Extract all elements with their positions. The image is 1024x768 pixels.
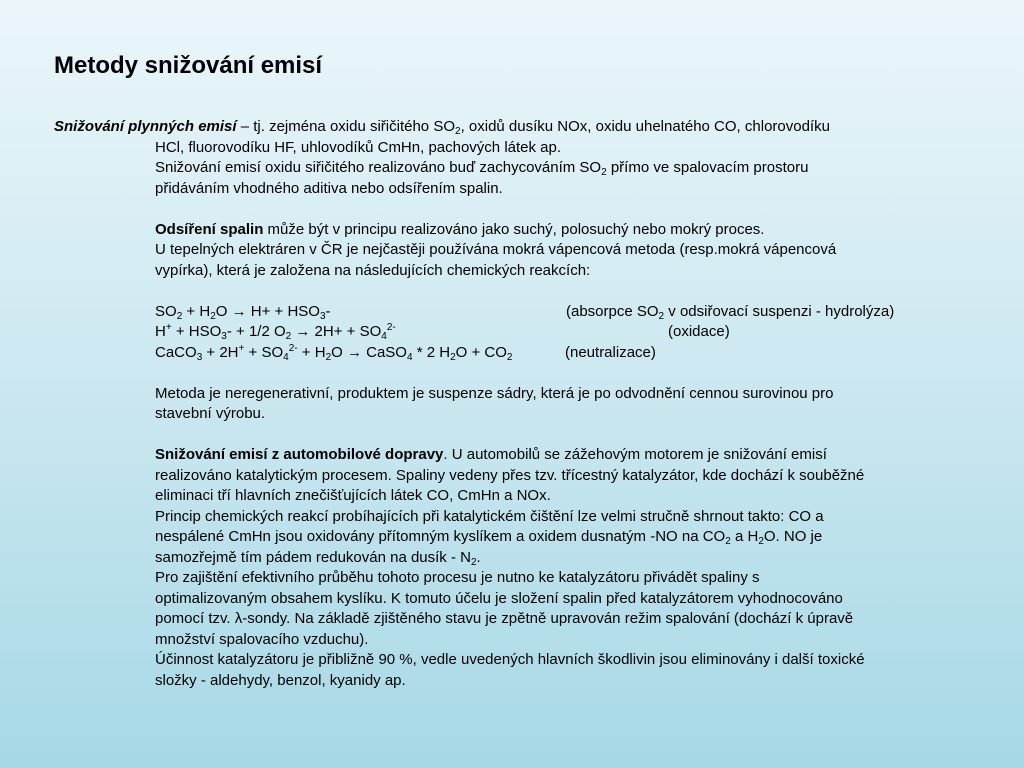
equation-absorption: $SO_2 + H_2O \to H+ + HSO_3-$ (absorpce $SO_2$ v odsiřovací suspenzi - hydrolýza) [155, 302, 895, 322]
text-line: nespálené CmHn jsou oxidovány přítomným kyslíkem a oxidem dusnatým -NO na $CO_2$ a $H_2O$. NO je [155, 528, 823, 547]
text-line: Snižování emisí z automobilové dopravy. U automobilů se zážehovým motorem je snižování emisí [155, 446, 827, 463]
equation-note: (absorpce $SO_2$ v odsiřovací suspenzi - hydrolýza) [566, 302, 895, 322]
equation-note: (oxidace) [668, 323, 730, 340]
text-line: Pro zajištění efektivního průběhu tohoto procesu je nutno ke katalyzátoru přivádět spaliny s [155, 569, 760, 586]
lead-term: Odsíření spalin [155, 220, 264, 238]
text-line: Účinnost katalyzátoru je přibližně 90 %, vedle uvedených hlavních škodlivin jsou eliminovány i další toxické [155, 651, 865, 668]
lead-term: Snižování plynných emisí [54, 118, 237, 135]
text-line: HCl, fluorovodíku HF, uhlovodíků CmHn, pachových látek ap. [155, 138, 562, 156]
text-line: U tepelných elektráren v ČR je nejčastěji používána mokrá vápencová metoda (resp.mokrá vápencová [155, 241, 837, 258]
text-line: optimalizovaným obsahem kyslíku. K tomuto účelu je složení spalin před katalyzátorem vyhodnocováno [155, 589, 843, 607]
text-line: přidáváním vhodného aditiva nebo odsířením spalin. [155, 179, 503, 197]
text-line: Metoda je neregenerativní, produktem je suspenze sádry, která je po odvodnění cennou surovinou pro [155, 384, 834, 402]
text-line: Snižování emisí oxidu siřičitého realizováno buď zachycováním $SO_2$ přímo ve spalovacím prostoru [155, 159, 809, 178]
text-line: pomocí tzv. λ-sondy. Na základě zjištěného stavu je zpětně upravován režim spalování (dochází k úpravě [155, 610, 854, 627]
text-line: složky - aldehydy, benzol, kyanidy ap. [155, 671, 406, 689]
text-line: Odsíření spalin může být v principu realizováno jako suchý, polosuchý nebo mokrý proces. [155, 220, 765, 238]
equation-note: (neutralizace) [565, 343, 656, 361]
equation-oxidation: $H^+ + HSO_3- + 1/2$ $O_2 \to 2H+ + SO_4^{2-}$ (oxidace) [155, 322, 730, 342]
text-line: eliminaci tří hlavních znečišťujících látek CO, CmHn a NOx. [155, 487, 551, 504]
text-line: realizováno katalytickým procesem. Spaliny vedeny přes tzv. třícestný katalyzátor, kde dochází k souběžné [155, 466, 865, 484]
text-line: množství spalovacího vzduchu). [155, 630, 369, 648]
slide-body [54, 117, 974, 691]
lead-term: Snižování emisí z automobilové dopravy [155, 446, 444, 463]
text-line: stavební výrobu. [155, 405, 266, 422]
page-title: Metody snižování emisí [54, 52, 323, 79]
text-line: Snižování plynných emisí – tj. zejména oxidu siřičitého $SO_2$, oxidů dusíku NOx, oxidu uhelnatého CO, chlorovodíku [54, 118, 830, 137]
text-line: Princip chemických reakcí probíhajících při katalytickém čištění lze velmi stručně shrnout takto: CO a [155, 507, 824, 525]
equation-neutralization: CaCO$_3$ + $2H^+ + SO_4^{2-} + H_2O$ → CaSO$_4$ * 2 $H_2O + CO_2$ (neutralizace) [155, 342, 656, 363]
text-line: vypírka), která je založena na následujících chemických reakcích: [155, 261, 591, 279]
text-line: samozřejmě tím pádem redukován na dusík - $N_2$. [155, 548, 481, 568]
